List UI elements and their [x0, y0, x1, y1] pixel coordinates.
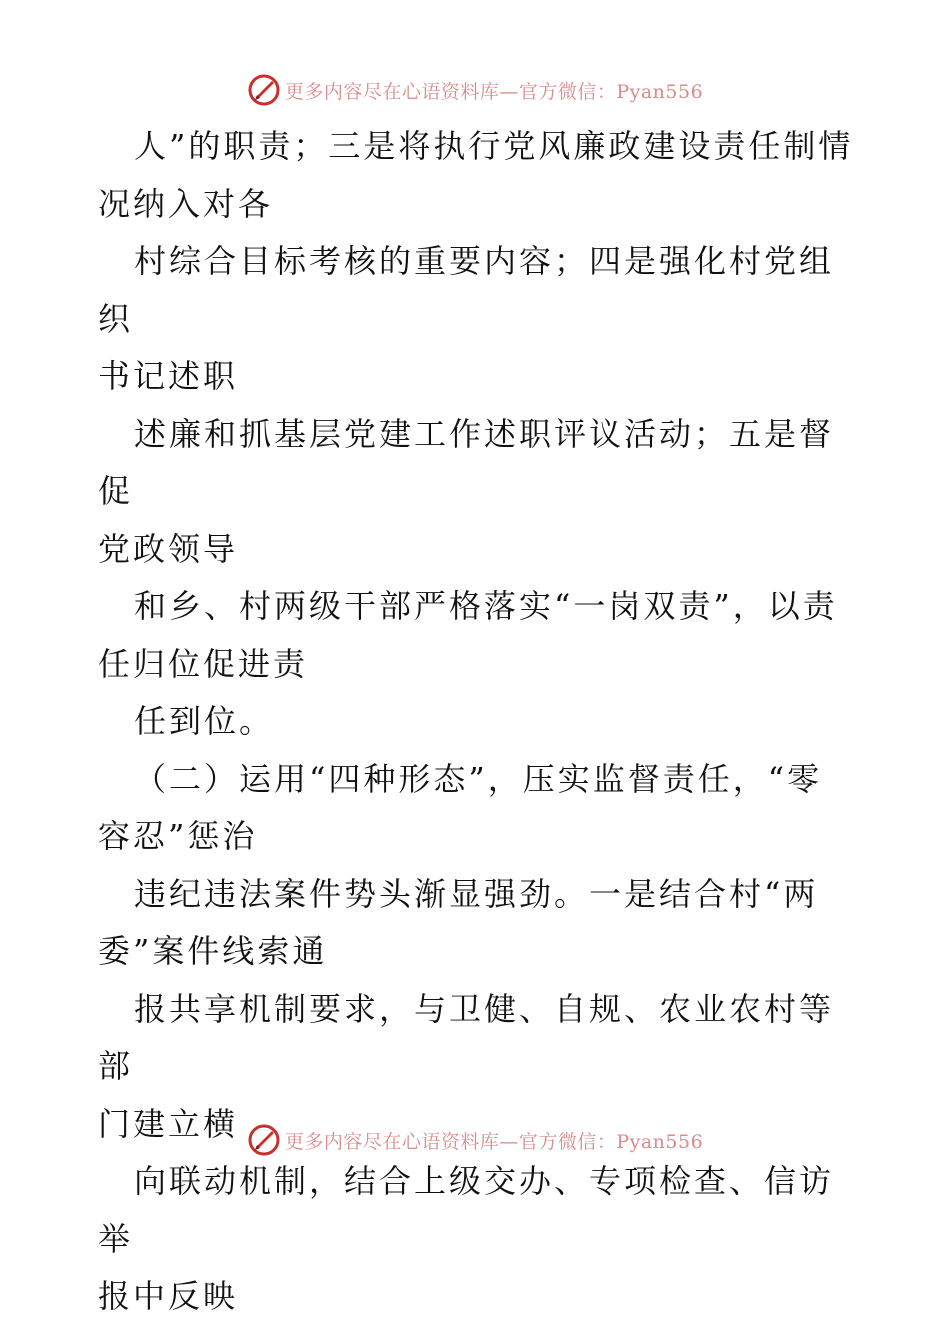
paragraph: 向联动机制，结合上级交办、专项检查、信访举 报中反映 [98, 1162, 835, 1315]
paragraph: 和乡、村两级干部严格落实“一岗双责”，以责 任归位促进责 [98, 587, 838, 683]
paragraph: 人”的职责；三是将执行党风廉政建设责任制情 况纳入对各 [98, 127, 854, 223]
paragraph: 述廉和抓基层党建工作述职评议活动；五是督促 党政领导 [98, 414, 835, 568]
paragraph: 违纪违法案件势头渐显强劲。一是结合村“两 委”案件线索通 [98, 874, 819, 970]
logo-icon [247, 1123, 281, 1157]
header-banner [0, 70, 950, 110]
footer-banner-text: 更多内容尽在心语资料库—官方微信：Pyan556 [284, 1130, 704, 1153]
footer-banner [0, 1120, 950, 1160]
paragraph: 村综合目标考核的重要内容；四是强化村党组织 书记述职 [98, 242, 835, 395]
paragraph: 任到位。 [134, 702, 275, 740]
logo-icon [247, 73, 281, 107]
header-banner-text: 更多内容尽在心语资料库—官方微信：Pyan556 [284, 80, 704, 103]
paragraph: （二）运用“四种形态”，压实监督责任，“零 容忍”惩治 [98, 759, 823, 855]
paragraph: 报共享机制要求，与卫健、自规、农业农村等部 门建立横 [98, 989, 835, 1143]
